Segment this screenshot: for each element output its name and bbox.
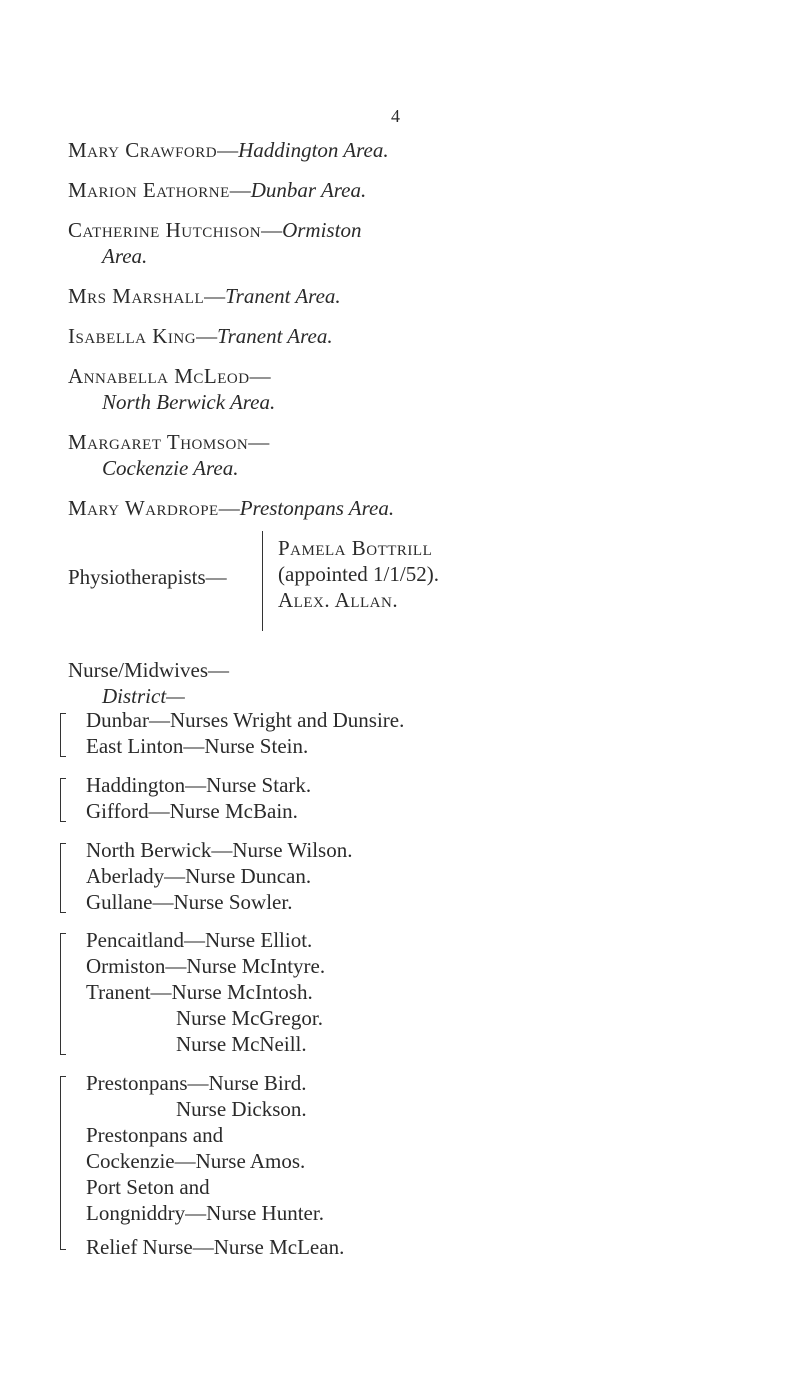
staff-entry: Catherine Hutchison—Ormiston bbox=[68, 218, 362, 242]
staff-name: Isabella King bbox=[68, 324, 197, 348]
staff-entry: Margaret Thomson— bbox=[68, 430, 270, 454]
district-line: Cockenzie—Nurse Amos. bbox=[86, 1149, 306, 1173]
staff-name: Marion Eathorne bbox=[68, 178, 230, 202]
district-line: Longniddry—Nurse Hunter. bbox=[86, 1201, 324, 1225]
staff-name: Annabella McLeod bbox=[68, 364, 250, 388]
staff-area: Tranent Area. bbox=[225, 284, 341, 308]
district-subheading: District— bbox=[102, 684, 185, 708]
district-line: Port Seton and bbox=[86, 1175, 210, 1199]
staff-area: Ormiston bbox=[282, 218, 362, 242]
staff-entry: Mary Crawford—Haddington Area. bbox=[68, 138, 389, 162]
district-line: Prestonpans—Nurse Bird. bbox=[86, 1071, 307, 1095]
staff-name: Mrs Marshall bbox=[68, 284, 205, 308]
relief-nurse-line: Relief Nurse—Nurse McLean. bbox=[86, 1235, 345, 1259]
district-line: Gifford—Nurse McBain. bbox=[86, 799, 298, 823]
district-line: Nurse Dickson. bbox=[176, 1097, 307, 1121]
staff-area: Prestonpans Area. bbox=[239, 496, 395, 520]
staff-area: North Berwick Area. bbox=[102, 390, 276, 414]
staff-entry: Annabella McLeod— bbox=[68, 364, 271, 388]
district-line: Nurse McGregor. bbox=[176, 1006, 323, 1030]
physio-name: Pamela Bottrill bbox=[278, 536, 433, 560]
group-bracket bbox=[60, 778, 66, 822]
district-line: Prestonpans and bbox=[86, 1123, 224, 1147]
staff-name: Mary Wardrope bbox=[68, 496, 219, 520]
district-line: Ormiston—Nurse McIntyre. bbox=[86, 954, 326, 978]
staff-entry: Marion Eathorne—Dunbar Area. bbox=[68, 178, 367, 202]
page-number: 4 bbox=[391, 106, 400, 126]
physiotherapists-label: Physiotherapists— bbox=[68, 565, 227, 589]
district-line: Tranent—Nurse McIntosh. bbox=[86, 980, 313, 1004]
district-line: Dunbar—Nurses Wright and Dunsire. bbox=[86, 708, 405, 732]
group-bracket bbox=[60, 933, 66, 1055]
group-bracket bbox=[60, 843, 66, 913]
staff-entry: Mary Wardrope—Prestonpans Area. bbox=[68, 496, 395, 520]
physio-note: (appointed 1/1/52). bbox=[278, 562, 439, 586]
district-line: North Berwick—Nurse Wilson. bbox=[86, 838, 353, 862]
staff-name: Margaret Thomson bbox=[68, 430, 249, 454]
district-line: Pencaitland—Nurse Elliot. bbox=[86, 928, 313, 952]
staff-name: Mary Crawford bbox=[68, 138, 218, 162]
staff-area-continued: Area. bbox=[102, 244, 148, 268]
physio-name: Alex. Allan. bbox=[278, 588, 399, 612]
staff-entry: Isabella King—Tranent Area. bbox=[68, 324, 333, 348]
district-line: East Linton—Nurse Stein. bbox=[86, 734, 309, 758]
staff-area: Dunbar Area. bbox=[250, 178, 367, 202]
staff-name: Catherine Hutchison bbox=[68, 218, 262, 242]
staff-area: Haddington Area. bbox=[238, 138, 389, 162]
district-line: Aberlady—Nurse Duncan. bbox=[86, 864, 312, 888]
group-bracket bbox=[60, 713, 66, 757]
district-line: Nurse McNeill. bbox=[176, 1032, 307, 1056]
district-line: Haddington—Nurse Stark. bbox=[86, 773, 312, 797]
staff-area: Tranent Area. bbox=[217, 324, 333, 348]
staff-area: Cockenzie Area. bbox=[102, 456, 239, 480]
group-bracket bbox=[60, 1076, 66, 1250]
district-line: Gullane—Nurse Sowler. bbox=[86, 890, 293, 914]
nurse-midwives-heading: Nurse/Midwives— bbox=[68, 658, 229, 682]
physio-brace bbox=[262, 531, 263, 631]
staff-entry: Mrs Marshall—Tranent Area. bbox=[68, 284, 341, 308]
